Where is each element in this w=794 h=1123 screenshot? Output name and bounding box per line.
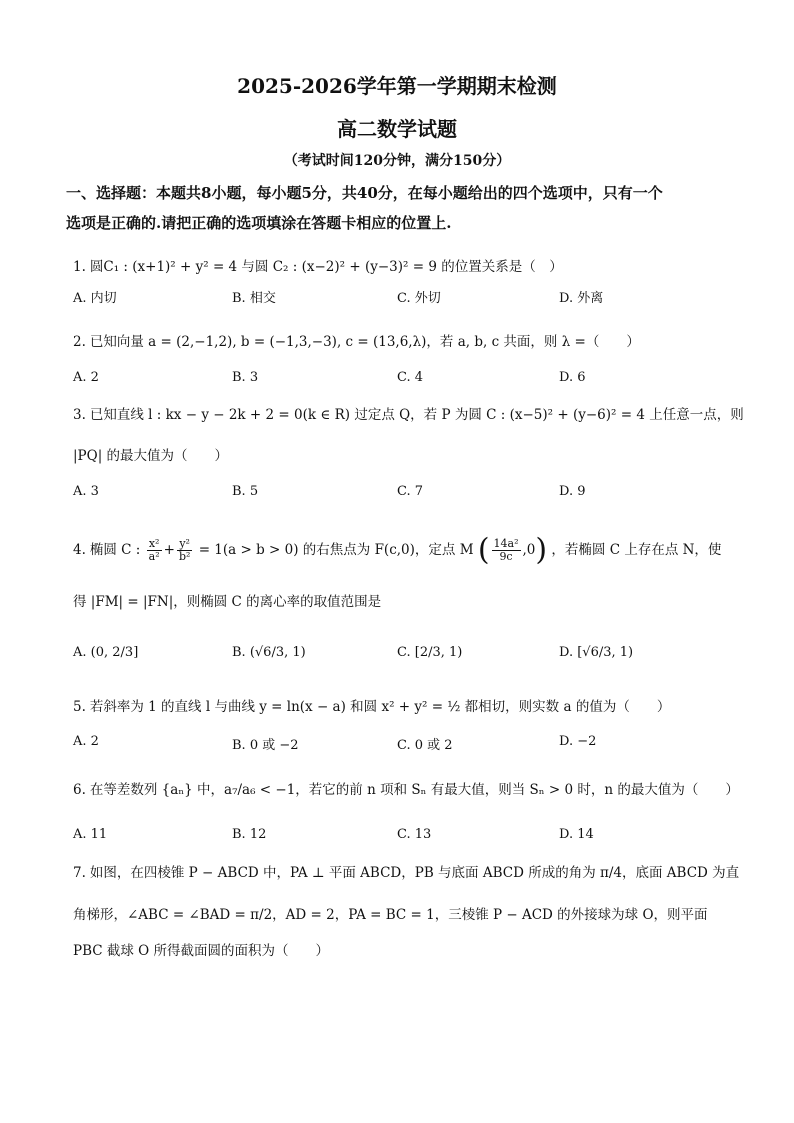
question-text: 在等差数列 {aₙ} 中，a₇/a₆ < −1，若它的前 n 项和 Sₙ 有最大值，则当 Sₙ > 0 时，n 的最大值为（ ） [89,782,739,798]
option-d[interactable]: D. 外离 [559,291,604,306]
question-text: 圆C₁ : (x+1)² + y² = 4 与圆 C₂ : (x−2)² + (y−3)² = 9 的位置关系是（ ） [89,259,563,275]
option-b[interactable]: B. 相交 [232,291,276,306]
option-d[interactable]: D. 9 [559,484,586,499]
question-7: 7. 如图，在四棱锥 P − ABCD 中，PA ⊥ 平面 ABCD，PB 与底面 ABCD 所成的角为 π/4，底面 ABCD 为直 [73,865,740,881]
question-4-cont: 得 |FM| = |FN|，则椭圆 C 的离心率的取值范围是 [73,594,382,610]
question-1: 1. 圆C₁ : (x+1)² + y² = 4 与圆 C₂ : (x−2)² + (y−3)² = 9 的位置关系是（ ） [73,259,563,275]
question-2: 2. 已知向量 a = (2,−1,2), b = (−1,3,−3), c = (13,6,λ)，若 a, b, c 共面，则 λ =（ ） [73,334,640,350]
option-c[interactable]: C. [2/3, 1) [397,645,463,660]
options-1 [73,287,723,307]
options-3 [73,484,723,504]
question-3-cont: |PQ| 的最大值为（ ） [73,448,229,464]
question-text: 若斜率为 1 的直线 l 与曲线 y = ln(x − a) 和圆 x² + y² = ½ 都相切，则实数 a 的值为（ ） [89,699,671,715]
exam-note: （考试时间120分钟，满分150分） [283,153,511,169]
option-b[interactable]: B. 5 [232,484,259,499]
option-a[interactable]: A. 2 [73,734,99,749]
fraction-x-a: $\frac{\text{x²}}{\text{a²}}$ [148,537,160,563]
fraction-m: $\frac{\text{14a²}}{9c}$ [493,537,519,563]
option-a[interactable]: A. 内切 [73,291,117,306]
option-d[interactable]: D. [√6/3, 1) [559,645,634,660]
question-6: 6. 在等差数列 {aₙ} 中，a₇/a₆ < −1，若它的前 n 项和 Sₙ 有最大值，则当 Sₙ > 0 时，n 的最大值为（ ） [73,782,739,798]
question-text: 已知向量 a = (2,−1,2), b = (−1,3,−3), c = (13,6,λ)，若 a, b, c 共面，则 λ =（ ） [89,334,640,350]
question-7-line3: PBC 截球 O 所得截面圆的面积为（ ） [73,943,330,959]
option-a[interactable]: A. 2 [73,370,99,385]
options-6 [73,827,723,847]
option-c[interactable]: C. 13 [397,827,432,842]
option-d[interactable]: D. 14 [559,827,594,842]
section-heading-line1: 一、选择题：本题共8小题，每小题5分，共40分，在每小题给出的四个选项中，只有一个 [66,184,663,202]
option-c[interactable]: C. 7 [397,484,424,499]
section-heading-line2: 选项是正确的.请把正确的选项填涂在答题卡相应的位置上. [66,214,452,232]
question-text: 已知直线 l : kx − y − 2k + 2 = 0(k ∈ R) 过定点 Q，若 P 为圆 C : (x−5)² + (y−6)² = 4 上任意一点，则 [89,407,744,423]
option-a[interactable]: A. 3 [73,484,99,499]
option-c[interactable]: C. 4 [397,370,424,385]
option-a[interactable]: A. 11 [73,827,108,842]
question-4: 4. 椭圆 C : $\frac{\text{x²}}{\text{a²}}$ + $\frac{\text{y²}}{\text{b²}}$ = 1(a > b > 0) 的右焦点为 F(c,0)，定点 M ( $\frac{\text{14a²}}{9c}$ ,0) ，若椭圆 C 上存在点 N，使 [73,532,722,568]
option-b[interactable]: B. 0 或 −2 [232,738,299,753]
options-2 [73,370,723,390]
option-a[interactable]: A. (0, 2/3] [73,645,139,660]
options-5 [73,734,723,754]
option-b[interactable]: B. (√6/3, 1) [232,645,306,660]
section-heading [66,178,728,238]
option-c[interactable]: C. 外切 [397,291,441,306]
question-5: 5. 若斜率为 1 的直线 l 与曲线 y = ln(x − a) 和圆 x² + y² = ½ 都相切，则实数 a 的值为（ ） [73,699,671,715]
option-b[interactable]: B. 3 [232,370,259,385]
options-4 [73,645,723,665]
option-d[interactable]: D. 6 [559,370,586,385]
option-b[interactable]: B. 12 [232,827,267,842]
question-3: 3. 已知直线 l : kx − y − 2k + 2 = 0(k ∈ R) 过定点 Q，若 P 为圆 C : (x−5)² + (y−6)² = 4 上任意一点，则 [73,407,744,423]
question-7-line2: 角梯形，∠ABC = ∠BAD = π/2，AD = 2，PA = BC = 1，三棱锥 P − ACD 的外接球为球 O，则平面 [73,907,708,923]
exam-subtitle: 高二数学试题 [337,117,457,141]
option-d[interactable]: D. −2 [559,734,597,749]
exam-title: 2025-2026学年第一学期期末检测 [237,74,557,98]
option-c[interactable]: C. 0 或 2 [397,738,453,753]
fraction-y-b: $\frac{\text{y²}}{\text{b²}}$ [178,537,191,563]
